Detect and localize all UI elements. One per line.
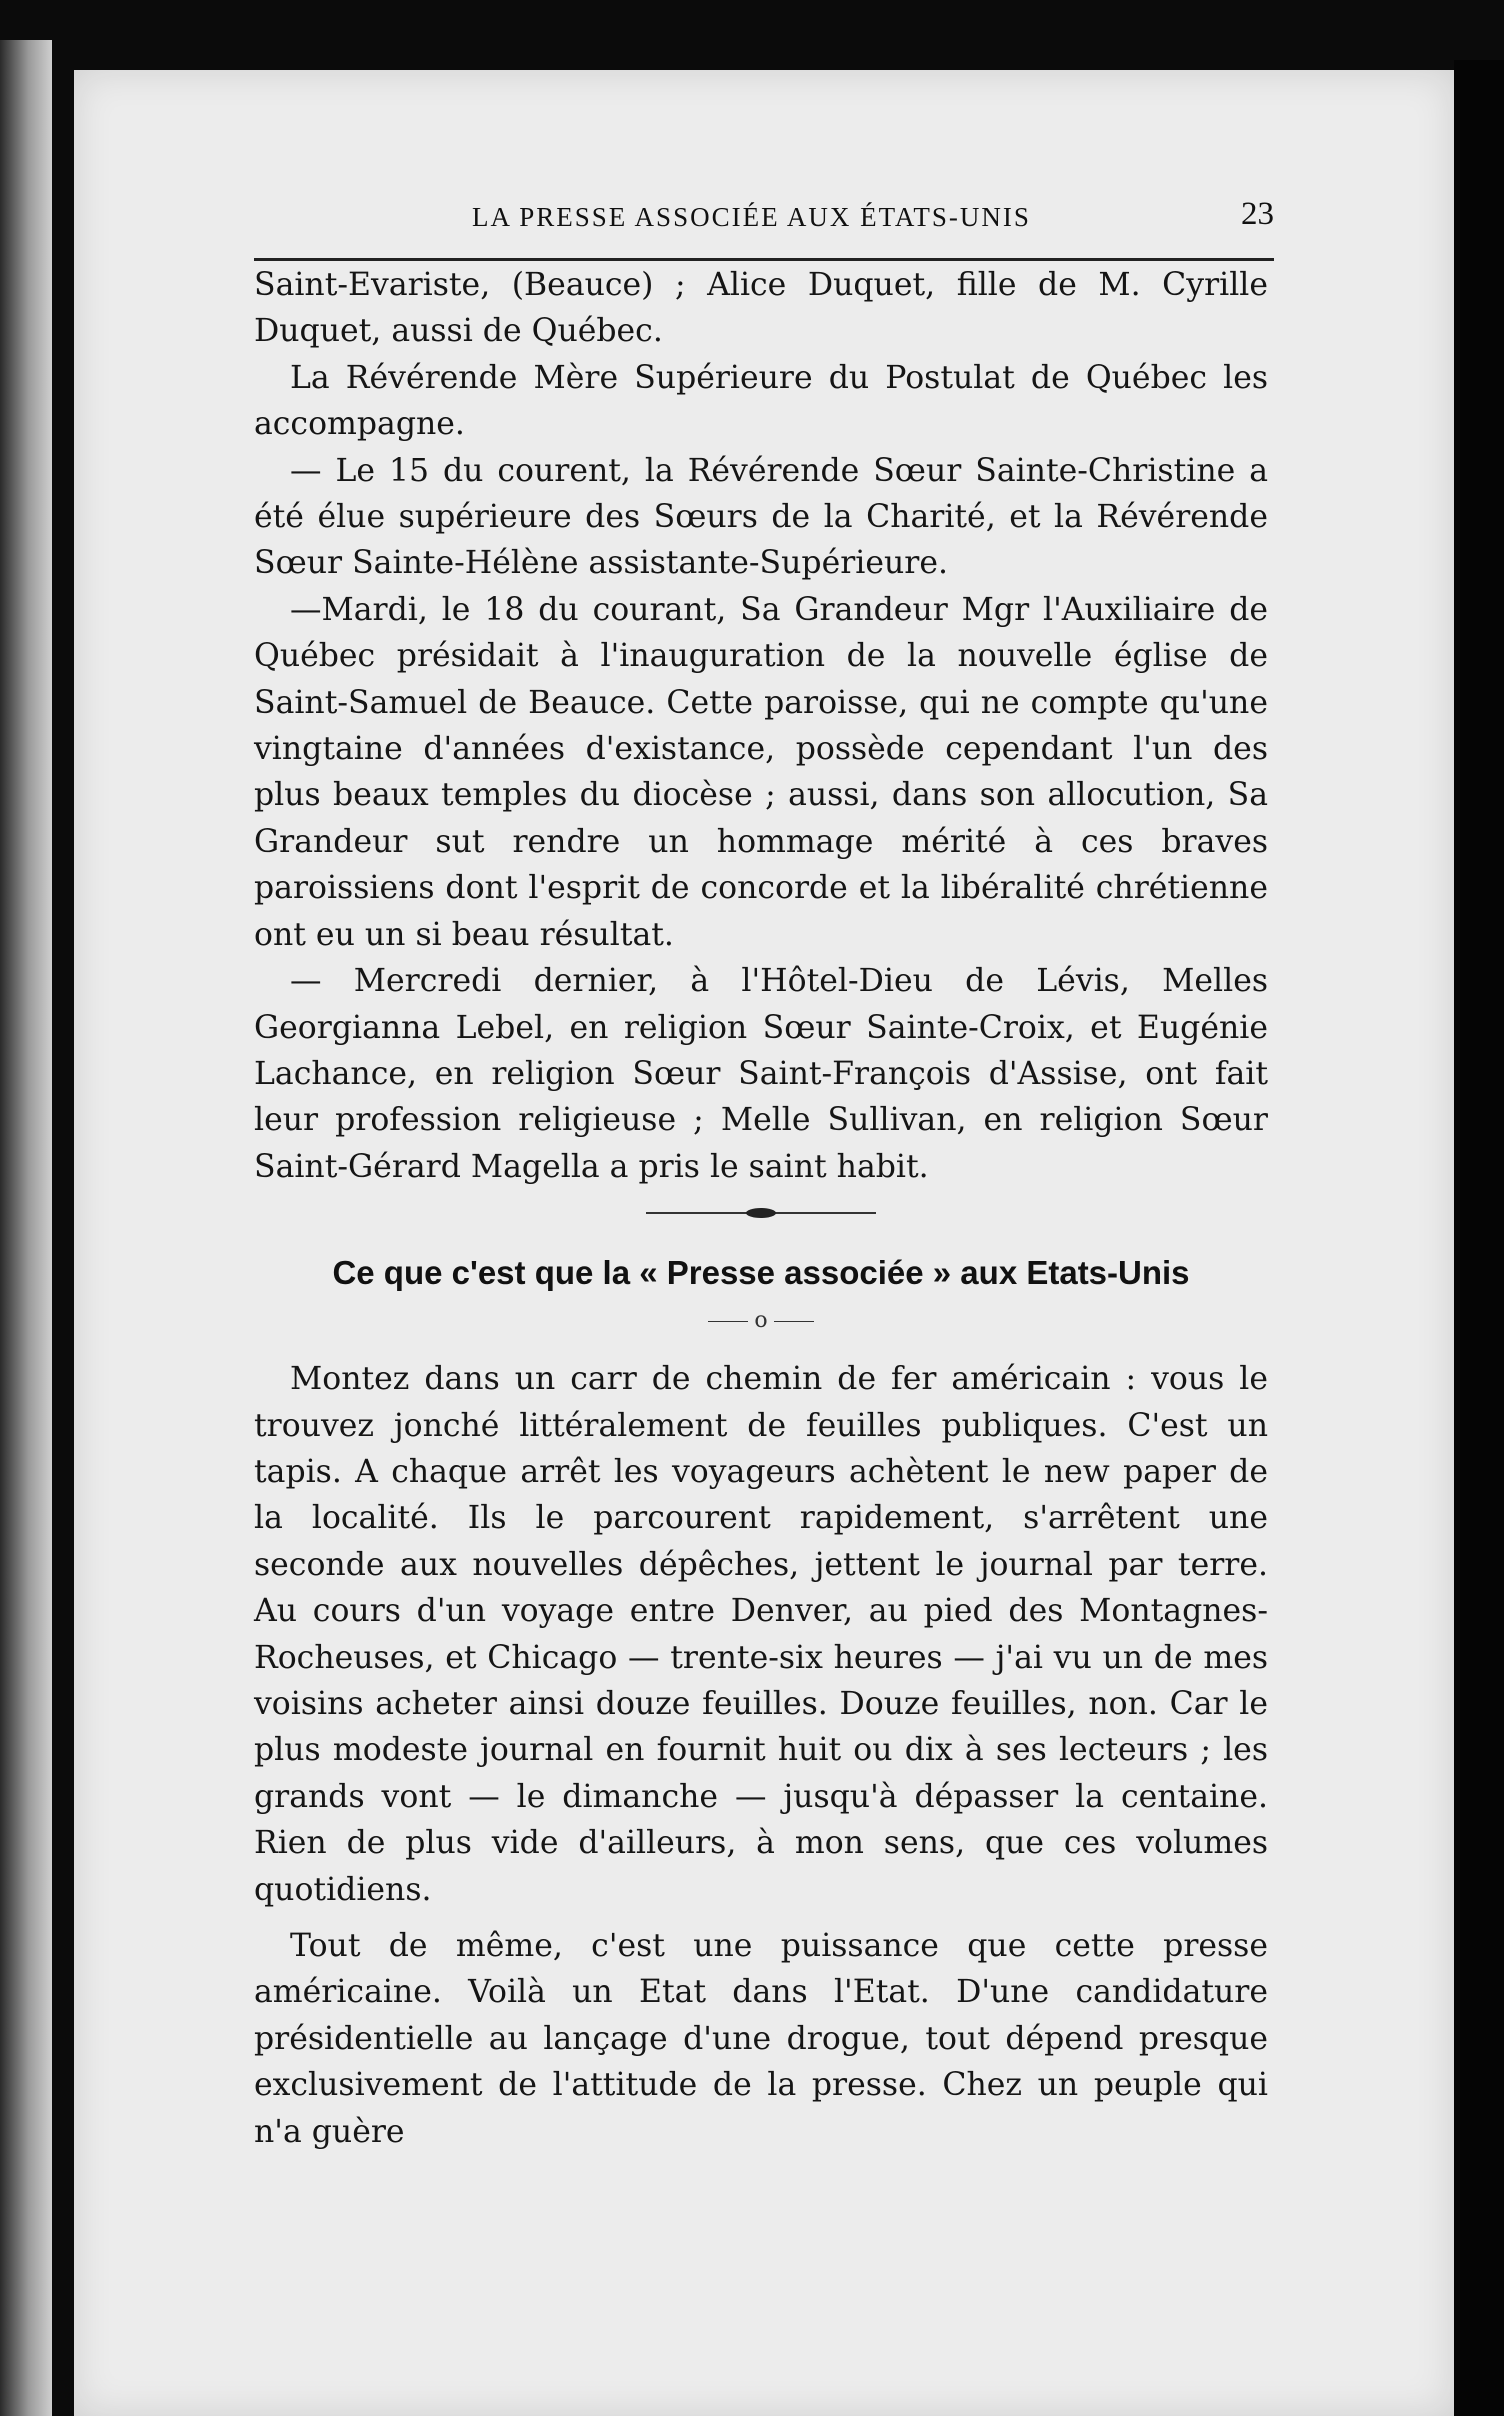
paragraph-montez: Montez dans un carr de chemin de fer américain : vous le trouvez jonché littéralement de feuilles publiques. C'est un tapis. A chaque arrêt les voyageurs achètent le new paper de la localité. Ils le parcourent rapidement, s'arrêtent une seconde aux nouvelles dépêches, jettent le journal par terre. Au cours d'un voyage entre Denver, au pied des Montagnes-Rocheuses, et Chicago — trente-six heures — j'ai vu un de mes voisins acheter ainsi douze feuilles. Douze feuilles, non. Car le plus modeste journal en fournit huit ou dix à ses lecteurs ; les grands vont — le dimanche — jusqu'à dépasser la centaine. Rien de plus vide d'ailleurs, à mon sens, que ces volumes quotidiens.	[254, 1361, 1268, 1908]
running-head: LA PRESSE ASSOCIÉE AUX ÉTATS-UNIS	[472, 202, 1031, 232]
header-rule	[254, 258, 1274, 261]
page-body	[254, 262, 1268, 2155]
paragraph-election: — Le 15 du courent, la Révérende Sœur Sainte-Christine a été élue supérieure des Sœurs de la Charité, et la Révérende Sœur Sainte-Hélène assistante-Supérieure.	[254, 452, 1268, 582]
book-gutter	[0, 40, 52, 2416]
paragraph-continued: Saint-Evariste, (Beauce) ; Alice Duquet, fille de M. Cyrille Duquet, aussi de Québec.	[254, 267, 1268, 350]
scan-border	[1454, 60, 1504, 2416]
divider-ornament-icon	[746, 1208, 776, 1218]
paragraph-tout-de-meme: Tout de même, c'est une puissance que cette presse américaine. Voilà un Etat dans l'Etat. D'une candidature présidentielle au lançage d'une drogue, tout dépend presque exclusivement de l'attitude de la presse. Chez un peuple qui n'a guère	[254, 1928, 1268, 2150]
title-ornament	[254, 1306, 1268, 1346]
divider-line	[646, 1212, 876, 1214]
paragraph-gap	[254, 1913, 1268, 1923]
paragraph-postulat: La Révérende Mère Supérieure du Postulat de Québec les accompagne.	[254, 359, 1268, 443]
section-title: Ce que c'est que la « Presse associée » aux Etats-Unis	[332, 1254, 1190, 1292]
paragraph-profession: — Mercredi dernier, à l'Hôtel-Dieu de Lévis, Melles Georgianna Lebel, en religion Sœur Sainte-Croix, et Eugénie Lachance, en religion Sœur Saint-François d'Assise, ont fait leur profession religieuse ; Melle Sullivan, en religion Sœur Saint-Gérard Magella a pris le saint habit.	[254, 963, 1268, 1185]
page-header	[254, 196, 1274, 236]
ornament-dash-left	[708, 1321, 748, 1322]
paragraph-inauguration: —Mardi, le 18 du courant, Sa Grandeur Mgr l'Auxiliaire de Québec présidait à l'inauguration de la nouvelle église de Saint-Samuel de Beauce. Cette paroisse, qui ne compte qu'une vingtaine d'années d'existance, possède cependant l'un des plus beaux temples du diocèse ; aussi, dans son allocution, Sa Grandeur sut rendre un hommage mérité à ces braves paroissiens dont l'esprit de concorde et la libéralité chrétienne ont eu un si beau résultat.	[254, 591, 1268, 953]
ornament-glyph: o	[754, 1308, 768, 1334]
section-divider	[254, 1190, 1268, 1236]
ornament-dash-right	[774, 1321, 814, 1322]
page-number: 23	[1241, 196, 1274, 232]
